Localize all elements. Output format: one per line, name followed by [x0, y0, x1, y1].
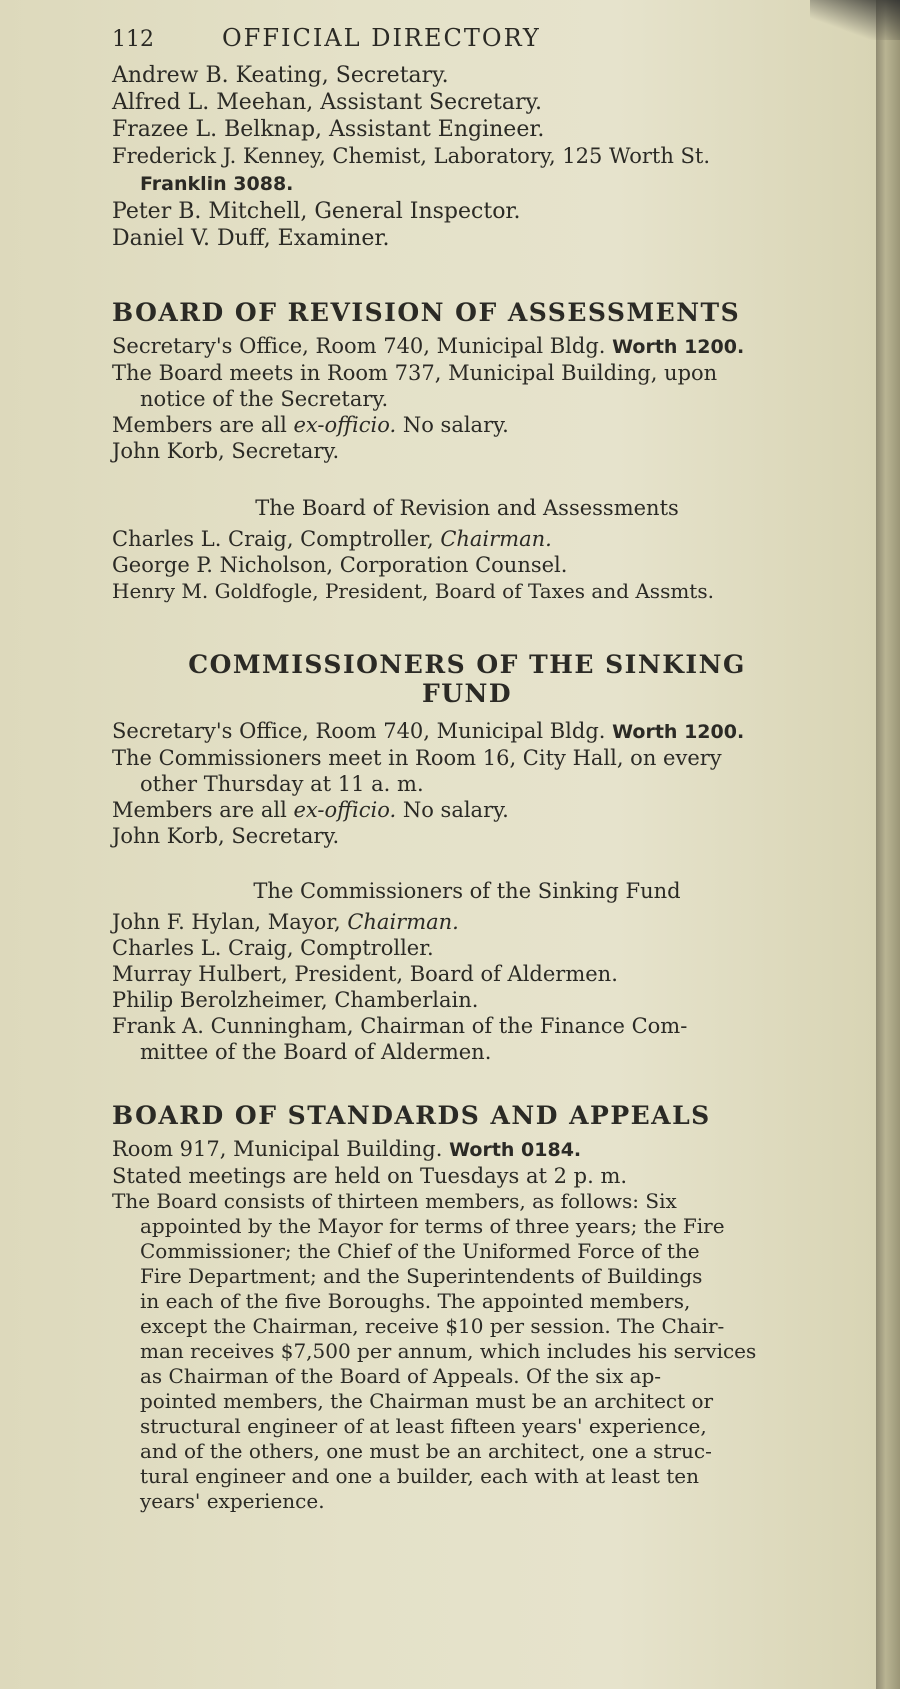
member-line: Henry M. Goldfogle, President, Board of Taxes and Assmts. [112, 579, 714, 603]
office-line: Room 917, Municipal Building. Worth 0184. [112, 1137, 582, 1161]
section-revision [112, 298, 822, 604]
directory-page [112, 24, 822, 1514]
section-standards-appeals [112, 1101, 822, 1514]
membership-paragraph: The Board consists of thirteen members, as follows: Six appointed by the Mayor for terms of three years; the Fire Commissioner; the Chief of the Uniformed Force of the Fire Department; and the Superintendents of Buildings in each of the five Boroughs. The appointed members, except the Chairman, receive $10 per session. The Chair- man receives $7,500 per annum, which includes his services as Chairman of the Board of Appeals. Of the six ap- pointed members, the Chairman must be an architect or structural engineer of at least fifteen years' experience, and of the others, one must be an architect, one a struc- tural engineer and one a builder, each with at least ten years' experience. [112, 1189, 757, 1513]
adjacent-page-edge [876, 0, 900, 1689]
members-line: Members are all ex-officio. No salary. [112, 798, 509, 822]
meeting-line: The Commissioners meet in Room 16, City Hall, on every other Thursday at 11 a. m. [112, 746, 722, 796]
member-line: George P. Nicholson, Corporation Counsel. [112, 553, 568, 577]
member-line: Murray Hulbert, President, Board of Aldermen. [112, 962, 618, 986]
member-line: Philip Berolzheimer, Chamberlain. [112, 988, 479, 1012]
page-title: OFFICIAL DIRECTORY [222, 24, 541, 52]
page-number: 112 [112, 27, 154, 52]
members-line: Members are all ex-officio. No salary. [112, 413, 509, 437]
member-line: Frank A. Cunningham, Chairman of the Finance Com- mittee of the Board of Aldermen. [112, 1014, 688, 1064]
phone-worth: Worth 1200. [612, 336, 745, 358]
office-line: Secretary's Office, Room 740, Municipal Bldg. Worth 1200. [112, 334, 745, 358]
phone-worth: Worth 1200. [612, 721, 745, 743]
meeting-line: The Board meets in Room 737, Municipal Building, upon notice of the Secretary. [112, 361, 718, 411]
list-item: Frederick J. Kenney, Chemist, Laboratory, 125 Worth St. [112, 144, 711, 168]
secretary-line: John Korb, Secretary. [112, 439, 340, 463]
section-heading: BOARD OF REVISION OF ASSESSMENTS [112, 298, 741, 327]
phone-worth: Worth 0184. [449, 1139, 582, 1161]
office-line: Secretary's Office, Room 740, Municipal Bldg. Worth 1200. [112, 719, 745, 743]
section-sinking-fund [112, 650, 822, 1065]
subheading: The Commissioners of the Sinking Fund [253, 879, 681, 903]
list-item: Daniel V. Duff, Examiner. [112, 226, 390, 251]
member-line: John F. Hylan, Mayor, Chairman. [112, 910, 459, 934]
member-line: Charles L. Craig, Comptroller. [112, 936, 434, 960]
page-header [112, 24, 822, 52]
meeting-line: Stated meetings are held on Tuesdays at 2 p. m. [112, 1164, 628, 1188]
list-item: Alfred L. Meehan, Assistant Secretary. [112, 90, 542, 115]
section-heading: BOARD OF STANDARDS AND APPEALS [112, 1101, 711, 1130]
phone-franklin: Franklin 3088. [140, 173, 294, 195]
secretary-line: John Korb, Secretary. [112, 824, 340, 848]
list-item: Peter B. Mitchell, General Inspector. [112, 199, 521, 224]
subheading: The Board of Revision and Assessments [255, 496, 679, 520]
staff-list [112, 62, 822, 252]
member-line: Charles L. Craig, Comptroller, Chairman. [112, 527, 552, 551]
corner-shadow [810, 0, 900, 40]
list-item: Andrew B. Keating, Secretary. [112, 63, 449, 88]
list-item: Frazee L. Belknap, Assistant Engineer. [112, 117, 545, 142]
section-heading: COMMISSIONERS OF THE SINKING FUND [188, 650, 746, 708]
